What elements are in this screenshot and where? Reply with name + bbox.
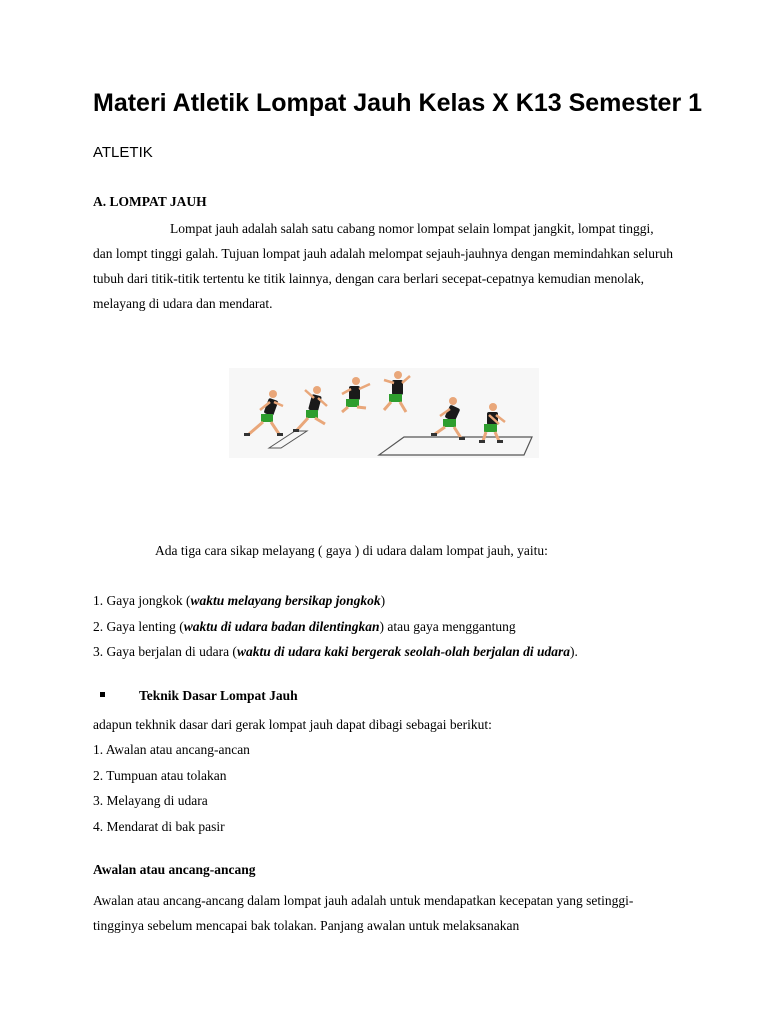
page-title: Materi Atletik Lompat Jauh Kelas X K13 Semester 1 — [93, 89, 703, 117]
list-item: 3. Gaya berjalan di udara (waktu di udara kaki bergerak seolah-olah berjalan di udara). — [93, 644, 578, 659]
square-bullet-icon — [100, 692, 105, 697]
jump-styles-list — [93, 588, 578, 665]
intro-paragraph-text: Lompat jauh adalah salah satu cabang nomor lompat selain lompat jangkit, lompat tinggi, dan lompt tinggi galah. Tujuan lompat jauh adalah melompat sejauh-jauhnya dengan memindahkan seluruh tubuh dari titik-titik tertentu ke titik lainnya, dengan cara berlari secepat-cepatnya kemudian menolak, melayang di udara dan mendarat. — [93, 221, 673, 311]
teknik-list — [93, 737, 250, 839]
list-item: 2. Tumpuan atau tolakan — [93, 767, 227, 783]
list-item: 4. Mendarat di bak pasir — [93, 818, 225, 834]
teknik-heading-row — [100, 688, 298, 704]
athlete-figure-flight-1 — [342, 377, 370, 412]
list-item: 1. Gaya jongkok (waktu melayang bersikap jongkok) — [93, 593, 386, 608]
list-item: 1. Awalan atau ancang-ancan — [93, 742, 250, 757]
page-subtitle: ATLETIK — [93, 144, 153, 161]
takeoff-board — [269, 431, 307, 448]
long-jump-sequence-illustration — [229, 368, 539, 458]
sand-pit — [379, 437, 532, 455]
styles-intro: Ada tiga cara sikap melayang ( gaya ) di udara dalam lompat jauh, yaitu: — [155, 543, 548, 558]
athlete-figure-run-1 — [244, 390, 283, 436]
teknik-intro: adapun tekhnik dasar dari gerak lompat jauh dapat dibagi sebagai berikut: — [93, 717, 492, 732]
awalan-heading: Awalan atau ancang-ancang — [93, 862, 256, 877]
athlete-figure-flight-2 — [384, 371, 410, 412]
teknik-heading: Teknik Dasar Lompat Jauh — [139, 688, 298, 703]
awalan-paragraph-text: Awalan atau ancang-ancang dalam lompat jauh adalah untuk mendapatkan kecepatan yang setinggi-tingginya sebelum mencapai bak tolakan. Panjang awalan untuk melaksanakan — [93, 893, 634, 933]
athlete-figure-takeoff — [293, 386, 327, 432]
list-item: 2. Gaya lenting (waktu di udara badan dilentingkan) atau gaya menggantung — [93, 618, 516, 634]
awalan-paragraph — [93, 888, 683, 938]
intro-paragraph — [93, 216, 673, 316]
section-heading-a: A. LOMPAT JAUH — [93, 194, 207, 209]
list-item: 3. Melayang di udara — [93, 793, 208, 808]
athlete-figure-landing-1 — [431, 397, 465, 440]
